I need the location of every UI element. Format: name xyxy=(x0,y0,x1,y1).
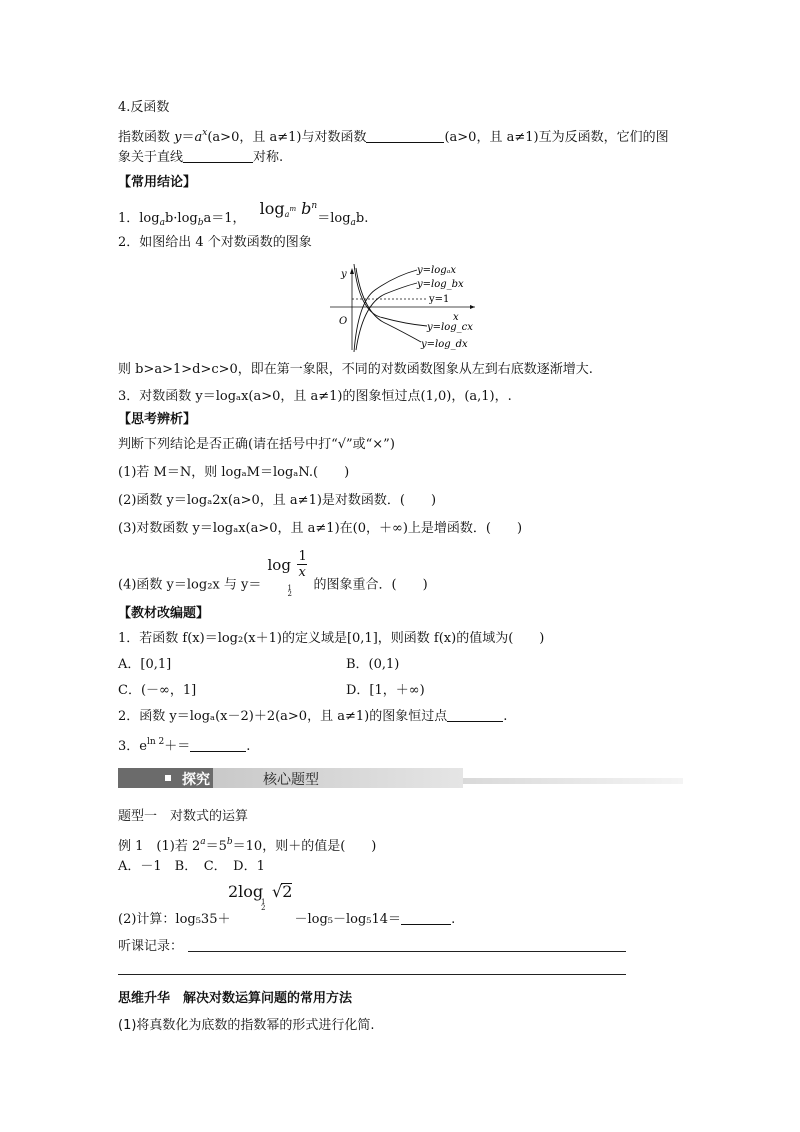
text-segment: 对称. xyxy=(253,150,284,165)
topic-title: 题型一 对数式的运算 xyxy=(118,809,249,824)
text-segment: (2)计算：log₅35＋ xyxy=(118,912,231,927)
example-1-part2: (2)计算：log₅35＋ －log₅－log₅14＝ . xyxy=(118,912,456,927)
text-segment: (4)函数 y＝log₂x 与 y＝ xyxy=(118,577,262,593)
y-axis-arrow xyxy=(350,268,354,274)
problem-1: 1．若函数 f(x)＝log₂(x＋1)的定义域是[0,1]，则函数 f(x)的值域为( ) xyxy=(118,631,545,646)
line-y1-label: y=1 xyxy=(429,294,450,305)
answer-blank[interactable] xyxy=(401,911,451,925)
curve-log-a xyxy=(354,270,417,352)
section-title: 4.反函数 xyxy=(118,100,170,115)
formula-2log-sqrt2: 2log 1 2 √2 xyxy=(228,882,293,912)
text-segment: 2．函数 y＝logₐ(x－2)＋2(a>0，且 a≠1)的图象恒过点 xyxy=(118,709,448,724)
textbook-header: 【教材改编题】 xyxy=(118,606,210,621)
text-segment: 3．e xyxy=(118,739,147,754)
banner-tail xyxy=(463,778,683,784)
x-axis-arrow xyxy=(470,305,475,309)
think-q2: (2)函数 y＝logₐ2x(a>0，且 a≠1)是对数函数．( ) xyxy=(118,493,437,508)
paragraph-inverse: 指数函数 $y=a^x(a>0$，且 a≠1)与对数函数 (a>0，且 a≠1)互为反函数，它们的图 xyxy=(118,128,669,145)
log-graph xyxy=(325,262,485,354)
notes-line[interactable] xyxy=(118,974,626,975)
notes-label: 听课记录： xyxy=(118,939,184,954)
common-header: 【常用结论】 xyxy=(118,175,197,190)
formula-log-power: $\log_{a^m} b^n$ xyxy=(259,199,318,219)
text-segment: 1．log xyxy=(118,211,160,226)
text-segment: b. xyxy=(355,211,369,226)
conclusion-2: 2．如图给出 4 个对数函数的图象 xyxy=(118,235,312,250)
problem-3: 3．$e^{ln 2}+=$ . xyxy=(118,737,251,754)
problem-1-option-c[interactable]: C．(－∞，1] xyxy=(118,683,197,698)
banner-mid-block xyxy=(213,768,463,788)
text-segment: ＝5 xyxy=(205,839,227,854)
problem-1-option-d[interactable]: D．[1，＋∞) xyxy=(346,683,425,698)
example-1-options: A．－1 B． C． D．1 xyxy=(118,859,265,874)
text-segment: a＝1， xyxy=(203,211,246,226)
think-q3: (3)对数函数 y＝logₐx(a>0，且 a≠1)在(0，＋∞)上是增函数．( ) xyxy=(118,521,523,536)
section-banner xyxy=(118,768,683,788)
text-segment: (a>0，且 a≠1)与对数函数 xyxy=(207,130,367,145)
curve-d-label: y=log_dx xyxy=(421,339,468,350)
banner-bullet-icon xyxy=(165,775,171,781)
conclusion-3: 3．对数函数 y＝logₐx(a>0，且 a≠1)的图象恒过点(1,0)，(a,1)，. xyxy=(118,389,512,404)
answer-blank[interactable] xyxy=(190,738,246,752)
method-title: 思维升华 解决对数运算问题的常用方法 xyxy=(118,991,353,1006)
think-intro: 判断下列结论是否正确(请在括号中打“√”或“×”) xyxy=(118,437,395,452)
text-segment: 象关于直线 xyxy=(118,150,184,165)
text-segment: 例 1 (1)若 2 xyxy=(118,839,201,854)
conclusion-1: 1．$\log_ab\cdot\log_ba=1$， $\log_{a^m} b^n=\log_ab$. xyxy=(118,199,369,228)
text-segment: 的图象重合．( ) xyxy=(313,577,428,593)
x-axis-label: x xyxy=(453,312,459,323)
curve-b-label: y=log_bx xyxy=(417,279,464,290)
answer-blank[interactable] xyxy=(447,708,503,722)
answer-blank[interactable] xyxy=(183,149,253,163)
paragraph-inverse-cont xyxy=(118,149,283,167)
banner-tag: 探究 xyxy=(182,772,210,788)
think-q1: (1)若 M＝N，则 logₐM＝logₐN.( ) xyxy=(118,465,350,480)
answer-blank[interactable] xyxy=(366,129,444,143)
text-segment: b·log xyxy=(164,211,198,226)
text-segment: ＋＝ xyxy=(164,739,191,754)
conclusion-2-text: 则 b>a>1>d>c>0，即在第一象限，不同的对数函数图象从左到右底数逐渐增大. xyxy=(118,362,593,377)
problem-1-option-a[interactable]: A．[0,1] xyxy=(118,657,172,672)
text-segment: 指数函数 xyxy=(118,130,175,145)
think-q4 xyxy=(118,549,428,598)
y-axis-label: y xyxy=(341,269,347,280)
origin-label: O xyxy=(339,316,348,327)
text-segment: ＝log xyxy=(317,211,351,226)
curve-c-label: y=log_cx xyxy=(427,322,473,333)
curve-a-label: y=logₐx xyxy=(417,265,457,276)
text-segment: －log₅－log₅14＝ xyxy=(294,912,402,927)
text-segment: (a>0，且 a≠1)互为反函数，它们的图 xyxy=(444,130,669,145)
problem-1-option-b[interactable]: B．(0,1) xyxy=(346,657,400,672)
banner-title: 核心题型 xyxy=(263,772,319,788)
exponent: ln 2 xyxy=(146,737,165,747)
method-item-1: (1)将真数化为底数的指数幂的形式进行化简. xyxy=(118,1018,375,1033)
curve-log-b xyxy=(356,283,417,350)
notes-line[interactable] xyxy=(188,951,626,952)
think-header: 【思考辨析】 xyxy=(118,412,197,427)
problem-2: 2．函数 y＝logₐ(x－2)＋2(a>0，且 a≠1)的图象恒过点 . xyxy=(118,709,508,724)
formula-log-half: log 1 2 1 x xyxy=(267,549,307,598)
example-1: 例 1 (1)若 $2^a=5^b=10$，则＋的值是( ) xyxy=(118,837,377,854)
text-segment: ＝10，则＋的值是( ) xyxy=(232,839,377,854)
